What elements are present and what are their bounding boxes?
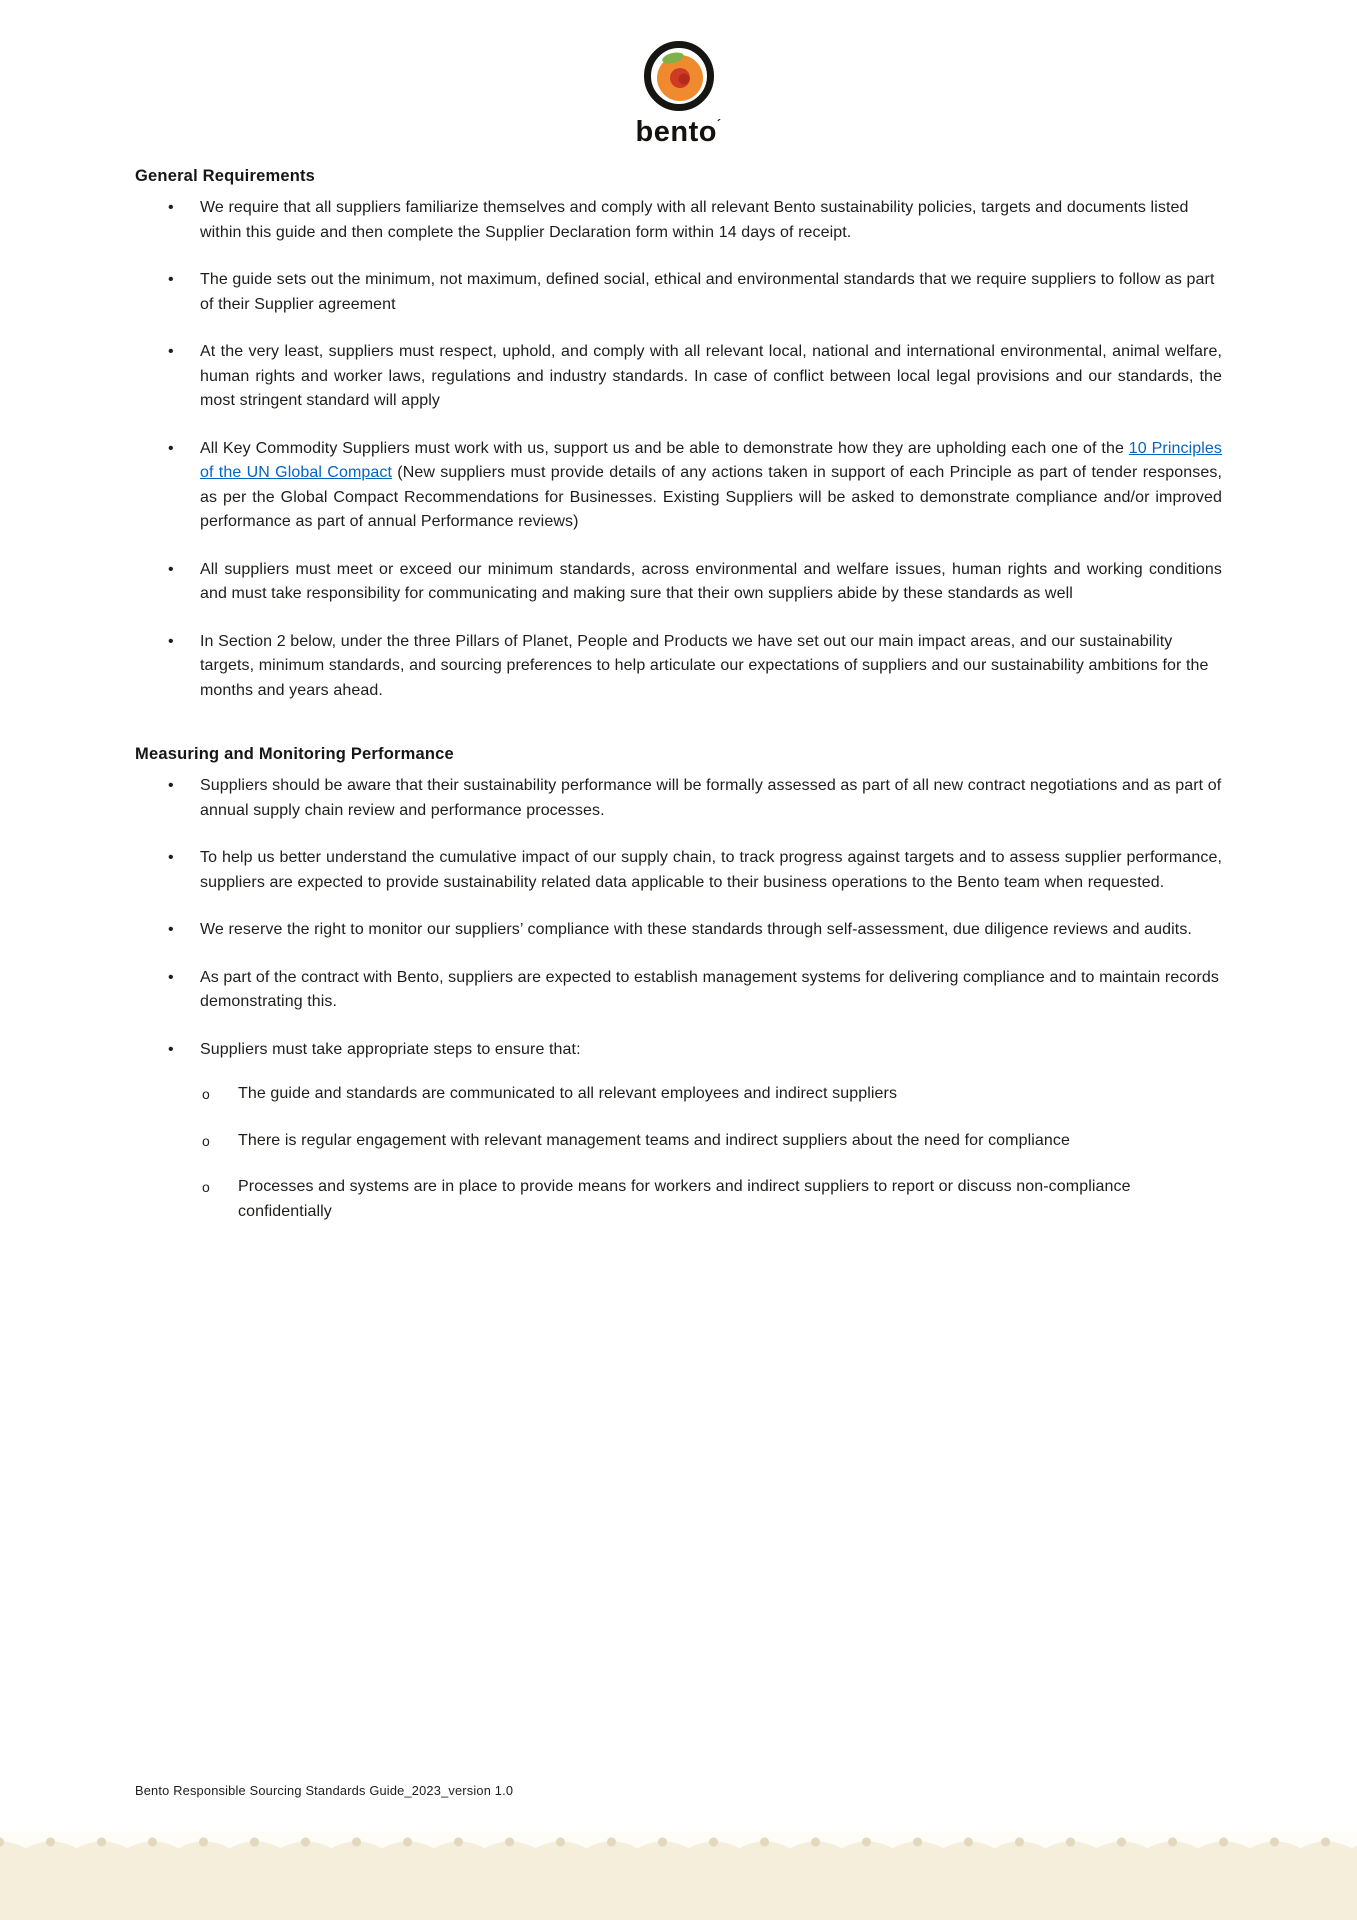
bento-logo-icon — [635, 36, 723, 120]
bullet-item — [135, 918, 1222, 943]
sub-bullet-item — [200, 1129, 1222, 1154]
general-bullet-list — [135, 196, 1222, 703]
un-global-compact-link[interactable]: 10 Principles of the UN Global Compact — [200, 439, 1222, 481]
bullet-text: The guide sets out the minimum, not maximum, defined social, ethical and environmental standards that we require suppliers to follow as part of their Supplier agreement — [200, 271, 1215, 313]
sub-bullet-list — [200, 1082, 1222, 1224]
bullet-item — [135, 268, 1222, 317]
bullet-text: All suppliers must meet or exceed our minimum standards, across environmental and welfare issues, human rights and working conditions and must take responsibility for communicating and making sure that their own suppliers abide by these standards as well — [200, 560, 1222, 602]
bullet-text: In Section 2 below, under the three Pillars of Planet, People and Products we have set out our main impact areas, and our sustainability targets, minimum standards, and sourcing preferences to help articulate our expectations of suppliers and our sustainability ambitions for the months and years ahead. — [200, 632, 1209, 699]
bullet-text: At the very least, suppliers must respect, uphold, and comply with all relevant local, national and international environmental, animal welfare, human rights and worker laws, regulations and industry standards. In case of conflict between local legal provisions and our standards, the most stringent standard will apply — [200, 343, 1222, 409]
logo-wordmark: bento´ — [635, 116, 722, 148]
section-heading: General Requirements — [135, 167, 316, 185]
footer-text: Bento Responsible Sourcing Standards Guide_2023_version 1.0 — [135, 1783, 514, 1798]
bullet-text: Suppliers should be aware that their sustainability performance will be formally assessed as part of all new contract negotiations and as part of annual supply chain review and performance processes. — [200, 777, 1222, 819]
bullet-item — [135, 437, 1222, 535]
sub-bullet-text: There is regular engagement with relevant management teams and indirect suppliers about the need for compliance — [238, 1131, 1071, 1149]
bullet-text: To help us better understand the cumulative impact of our supply chain, to track progress against targets and to assess supplier performance, suppliers are expected to provide sustainability related data applicable to their business operations to the Bento team when requested. — [200, 849, 1222, 891]
section-heading: Measuring and Monitoring Performance — [135, 745, 454, 763]
scalloped-border-decoration — [0, 1832, 1357, 1920]
bullet-text: We require that all suppliers familiarize themselves and comply with all relevant Bento sustainability policies, targets and documents listed within this guide and then complete the Supplier Declaration form within 14 days of receipt. — [200, 199, 1189, 241]
sub-bullet-text: The guide and standards are communicated to all relevant employees and indirect suppliers — [238, 1085, 898, 1102]
bullet-text: (New suppliers must provide details of any actions taken in support of each Principle as part of tender responses, as per the Global Compact Recommendations for Businesses. Existing Suppliers will be asked to demonstrate compliance and/or improved performance as part of annual Performance reviews) — [200, 464, 1222, 530]
bullet-item — [135, 340, 1222, 414]
bullet-text: As part of the contract with Bento, suppliers are expected to establish management systems for delivering compliance and to maintain records demonstrating this. — [200, 968, 1219, 1010]
section-measuring-monitoring — [135, 745, 1222, 1224]
bullet-item — [135, 966, 1222, 1015]
sub-bullet-item — [200, 1082, 1222, 1107]
bullet-text: We reserve the right to monitor our suppliers’ compliance with these standards through self-assessment, due diligence reviews and audits. — [200, 921, 1192, 938]
bullet-item — [135, 774, 1222, 823]
bullet-item — [135, 196, 1222, 245]
bento-logo — [135, 36, 1222, 147]
bullet-item — [135, 558, 1222, 607]
logo-trademark: ´ — [716, 117, 722, 131]
bullet-item — [135, 846, 1222, 895]
bullet-item — [135, 1038, 1222, 1225]
sub-bullet-item — [200, 1175, 1222, 1224]
bullet-item — [135, 630, 1222, 704]
measuring-bullet-list — [135, 774, 1222, 1224]
sub-bullet-text: Processes and systems are in place to provide means for workers and indirect suppliers to report or discuss non-compliance confidentially — [238, 1178, 1131, 1220]
bullet-text: All Key Commodity Suppliers must work with us, support us and be able to demonstrate how they are upholding each one of the — [200, 439, 1129, 457]
section-general-requirements — [135, 167, 1222, 703]
bullet-text: Suppliers must take appropriate steps to ensure that: — [200, 1040, 581, 1058]
